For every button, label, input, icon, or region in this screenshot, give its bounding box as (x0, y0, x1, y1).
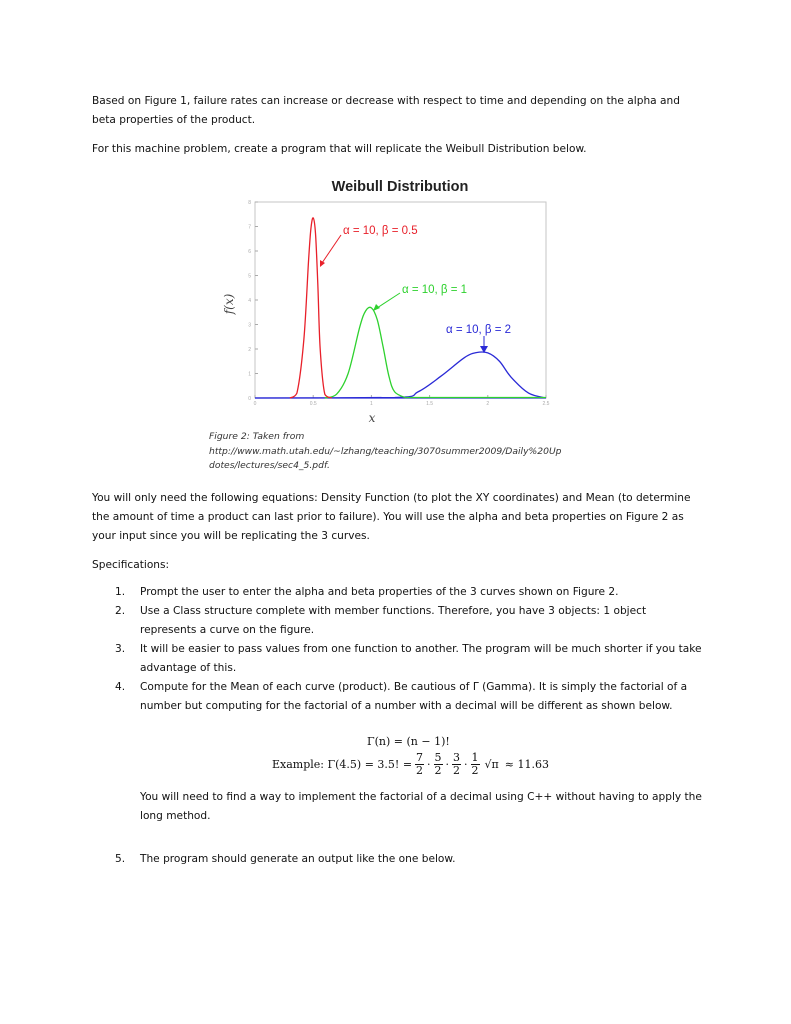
y-tick-label: 3 (248, 322, 251, 329)
x-tick-label: 0 (253, 401, 257, 407)
annotation-beta-1: α = 10, β = 1 (402, 284, 468, 296)
y-tick-label: 6 (248, 249, 251, 255)
dot: · (445, 758, 450, 771)
numerator: 3 (453, 751, 461, 764)
spec-item (92, 583, 704, 602)
dot: · (427, 758, 431, 771)
numerator: 1 (471, 751, 479, 764)
x-axis-label: x (368, 411, 376, 424)
fraction (471, 752, 480, 777)
gamma-definition: Γ(n) = (n − 1)! (367, 735, 450, 748)
spec-text: The program should generate an output like the one below. (140, 853, 456, 865)
factorial-note: You will need to find a way to implement the factorial of a decimal using C++ without having to apply the long method. (140, 791, 702, 822)
spec-item (92, 640, 704, 678)
denominator: 2 (453, 764, 461, 777)
dot: · (464, 758, 468, 771)
denominator: 2 (416, 764, 424, 777)
x-tick-label: 1.5 (426, 401, 434, 407)
x-tick-label: 1 (370, 401, 373, 407)
y-tick-label: 1 (248, 371, 251, 378)
x-tick-label: 2.5 (542, 401, 550, 407)
chart-title: Weibull Distribution (331, 179, 469, 195)
denominator: 2 (471, 764, 479, 777)
spec-number: 1. (115, 586, 126, 598)
weibull-figure (222, 172, 552, 424)
spec-number: 2. (115, 605, 126, 617)
equations-paragraph: You will only need the following equations: Density Function (to plot the XY coordinates) and Mean (to determine the amount of time a product can last prior to failure). You will use the alpha and beta properties on Figure 2 as your input since you will be replicating the 3 curves. (92, 492, 691, 542)
y-tick-label: 8 (248, 200, 251, 206)
x-tick-label: 2 (486, 401, 490, 407)
spec-item (92, 850, 704, 869)
spec-number: 3. (115, 643, 126, 655)
spec-number: 5. (115, 853, 126, 865)
intro-paragraph-1: Based on Figure 1, failure rates can increase or decrease with respect to time and depending on the alpha and beta properties of the product. (92, 95, 680, 126)
y-tick-label: 4 (248, 298, 251, 304)
y-axis-label: f(x) (222, 293, 236, 315)
numerator: 5 (434, 751, 442, 764)
annotation-beta-2: α = 10, β = 2 (446, 324, 512, 336)
specifications-list (92, 583, 704, 869)
specifications-heading: Specifications: (92, 559, 170, 571)
fraction (452, 752, 461, 777)
example-label: Example: Γ(4.5) = 3.5! = (272, 758, 413, 771)
denominator: 2 (434, 764, 442, 777)
intro-paragraph-2: For this machine problem, create a program that will replicate the Weibull Distribution below. (92, 143, 587, 155)
approx-value: ≈ 11.63 (504, 758, 550, 771)
y-tick-label: 0 (248, 396, 251, 402)
fraction (434, 752, 443, 777)
spec-item (92, 602, 704, 640)
caption-line: http://www.math.utah.edu/~lzhang/teaching/3070summer2009/Daily%20Up (209, 445, 562, 457)
spec-text: Use a Class structure complete with member functions. Therefore, you have 3 objects: 1 object represents a curve on the figure. (140, 605, 647, 636)
spec-text: Prompt the user to enter the alpha and beta properties of the 3 curves shown on Figure 2. (140, 586, 619, 598)
sqrt-pi: √π (484, 758, 499, 771)
spec-text: Compute for the Mean of each curve (product). Be cautious of Γ (Gamma). It is simply the factorial of a number but computing for the factorial of a number with a decimal will be different as shown below. (140, 681, 688, 712)
annotation-beta-0-5: α = 10, β = 0.5 (343, 225, 418, 237)
weibull-chart (222, 172, 552, 424)
y-tick-label: 2 (248, 347, 251, 353)
caption-line: dotes/lectures/sec4_5.pdf. (209, 460, 330, 471)
y-tick-label: 7 (248, 224, 251, 231)
figure-caption (209, 430, 609, 474)
y-tick-label: 5 (248, 273, 251, 280)
numerator: 7 (416, 751, 424, 764)
x-tick-label: 0.5 (309, 401, 317, 407)
fraction (415, 752, 424, 777)
caption-line: Figure 2: Taken from (209, 431, 305, 442)
spec-text: It will be easier to pass values from one function to another. The program will be much shorter if you take advantage of this. (140, 643, 702, 674)
spec-number: 4. (115, 681, 126, 693)
gamma-example (272, 752, 549, 777)
